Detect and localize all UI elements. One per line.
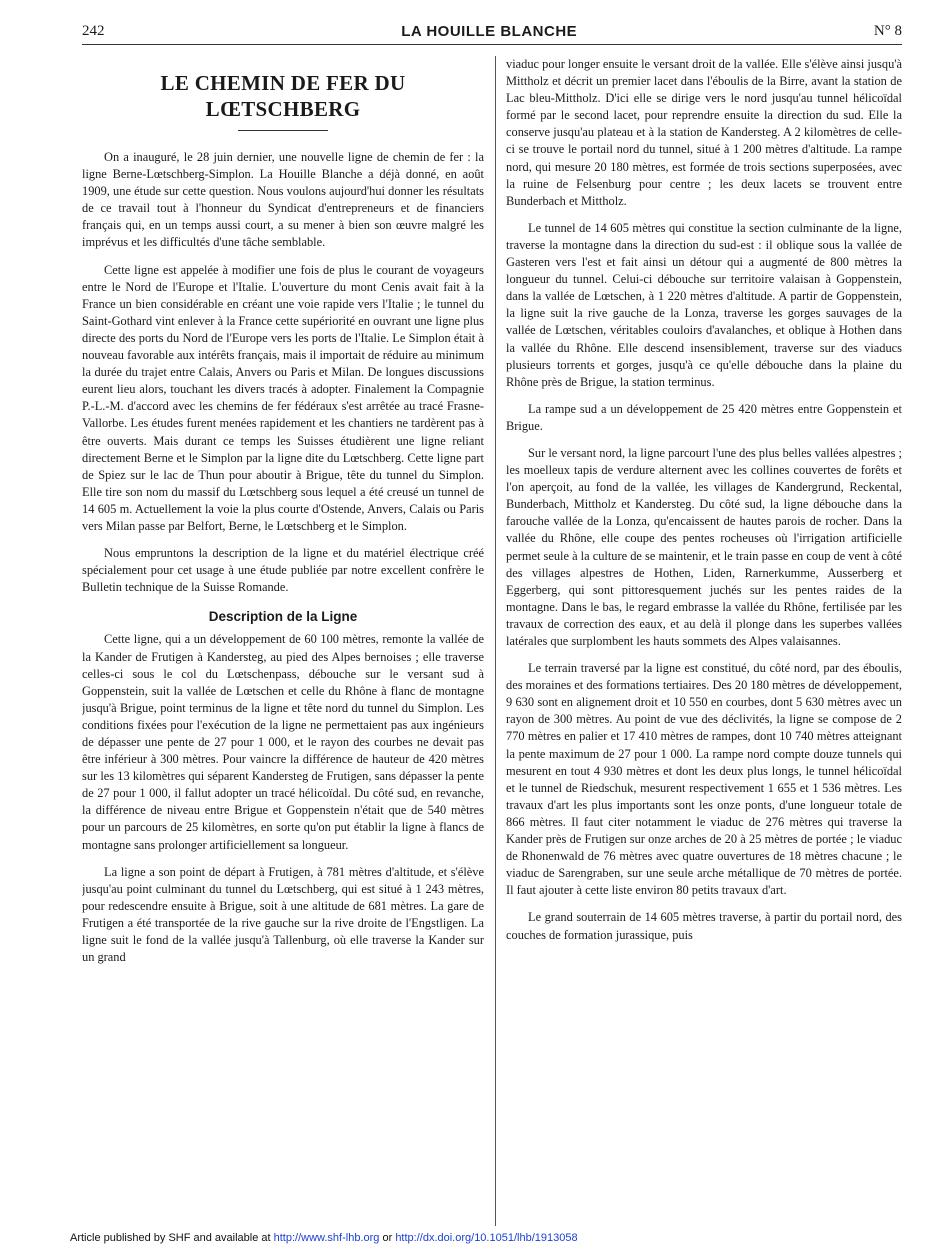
- journal-title: LA HOUILLE BLANCHE: [401, 23, 578, 40]
- header-rule: [82, 44, 902, 45]
- paragraph: Le grand souterrain de 14 605 mètres traverse, à partir du portail nord, des couches de formation jurassique, puis: [506, 910, 902, 942]
- page-header: [82, 14, 902, 40]
- page-footer: [70, 1232, 910, 1244]
- paragraph: La ligne a son point de départ à Frutigen, à 781 mètres d'altitude, et s'élève jusqu'au point culminant du tunnel du Lœtschberg, qui est situé à 1 243 mètres, pour redescendre ensuite à Brigue, soit à une altitude de 681 mètres. La gare de Frutigen a été transportée de la rive gauche sur la rive droite de l'Engstligen. La ligne suit le fond de la vallée jusqu'à Tallenburg, où elle traverse la Kander sur un grand: [82, 864, 484, 965]
- doi-link[interactable]: http://dx.doi.org/10.1051/lhb/1913058: [395, 1232, 578, 1244]
- paragraph: viaduc pour longer ensuite le versant droit de la vallée. Elle s'élève ainsi jusqu'à Mittholz et décrit un premier lacet dans l'éboulis de la Birre, avant la station de Lac bleu-Mittholz. D'ici elle se dirige vers le nord jusqu'au tunnel hélicoïdal formé par le second lacet, pour reprendre ensuite la direction du sud. Elle la conserve jusqu'au plateau et à la station de Kandersteg. A 2 kilomètres de celle-ci se trouve le portail nord du tunnel, situé à 1 200 mètres d'altitude. La rampe nord, qui mesure 20 180 mètres, est formée de trois sections superposées, avec la ruine de Felsenburg pour centre ; les deux lacets se trouvent entre Bunderbach et Mittholz.: [506, 57, 902, 208]
- title-rule: [238, 130, 328, 131]
- left-column: [82, 56, 484, 1226]
- section-heading: Description de la Ligne: [208, 609, 358, 625]
- paragraph: On a inauguré, le 28 juin dernier, une nouvelle ligne de chemin de fer : la ligne Berne-Lœtschberg-Simplon. La Houille Blanche a déjà donné, en août 1909, une étude sur cette question. Nous voulons aujourd'hui donner les résultats de ce travail tout à l'honneur du Syndicat d'entrepreneurs et de financiers français qui, en un temps aussi court, a su mener à bien son œuvre malgré les imprévus et les difficultés d'une tâche semblable.: [82, 150, 484, 250]
- paragraph: Cette ligne est appelée à modifier une fois de plus le courant de voyageurs entre le Nord de l'Europe et l'Italie. L'ouverture du mont Cenis avait fait à la France un bien considérable en créant une voie rapide vers l'Italie ; le tunnel du Saint-Gothard vint enlever à la France cette supériorité en ouvrant une ligne plus directe des ports du Nord de l'Europe vers les ports de l'Italie. Le Simplon était à nouveau favorable aux intérêts français, mais il importait de réduire au minimum la durée du trajet entre Calais, Anvers ou Paris et Milan. De longues discussions eurent lieu alors, touchant les divers tracés à adopter. Finalement la Compagnie P.-L.-M. d'accord avec les chemins de fer fédéraux s'est arrêtée au tracé Frasne-Vallorbe. Les études furent menées rapidement et les chantiers ne tardèrent pas à être ouverts. Mais durant ce temps les Suisses étudièrent une ligne reliant directement Berne et le Simplon par la ligne dite du Lœtschberg. Cette ligne part de Spiez sur le lac de Thun pour aboutir à Brigue, tête du tunnel du Simplon. Elle tire son nom du massif du Lœtschberg sous lequel a été creusé un tunnel de 14 605 m. Actuellement la voie la plus courte d'Ostende, Anvers, Calais ou Paris vers Milan passe par Belfort, Berne, le Lœtschberg et le Simplon.: [82, 262, 484, 533]
- column-divider: [495, 56, 496, 1226]
- paragraph: Nous empruntons la description de la ligne et du matériel électrique créé spécialement pour cet usage à une étude publiée par notre excellent confrère le Bulletin technique de la Suisse Romande.: [82, 546, 484, 595]
- shf-link[interactable]: http://www.shf-lhb.org: [273, 1232, 380, 1244]
- right-column: [506, 56, 902, 1226]
- paragraph: Le terrain traversé par la ligne est constitué, du côté nord, par des éboulis, des moraines et des formations tertiaires. Des 20 180 mètres de développement, 9 630 sont en alignement droit et 10 550 en courbes, dont 5 630 mètres avec un rayon de 300 mètres. Au point de vue des déclivités, la ligne se compose de 2 770 mètres en palier et 17 410 mètres de rampes, dont 10 740 mètres atteignant la pente maximum de 27 pour 1 000. La rampe nord compte douze tunnels qui mesurent en tout 4 930 mètres et dont les deux plus longs, le tunnel hélicoïdal et le tunnel de Riedschuk, mesurent respectivement 1 655 et 1 536 mètres. Les travaux d'art les plus importants sont les onze ponts, d'une longueur totale de 866 mètres. Il faut citer notamment le viaduc de 276 mètres qui traverse la Kander près de Frutigen sur onze arches de 20 à 25 mètres de portée ; le viaduc de Rhonenwald de 76 mètres avec quatre ouvertures de 18 mètres chacune ; le viaduc de Sarengraben, sur une seule arche métallique de 70 mètres de portée. Il faut ajouter à cette liste environ 80 petits travaux d'art.: [506, 661, 902, 898]
- issue-number: N° 8: [873, 23, 902, 39]
- paragraph: Le tunnel de 14 605 mètres qui constitue la section culminante de la ligne, traverse la montagne dans la direction du sud-est : il oblique sous la vallée de Gasteren vers l'est et fait ainsi un détour qui a augmenté de 800 mètres la longueur du tunnel. Celui-ci débouche sur territoire valaisan à Goppenstein, dans la vallée de Lœtschen, à 1 220 mètres d'altitude. A partir de Goppenstein, la ligne suit la rive gauche de la Lonza, traverse les gorges sauvages de la vallée de Lœtschen, véritables couloirs d'avalanches, et oblique à Hothen dans la vallée du Rhône. Elle descend insensiblement, traverse sur des viaducs plusieurs torrents et gorges, jusqu'à ce qu'elle débouche dans la plaine du Rhône près de Brigue, la station terminus.: [506, 220, 902, 389]
- paragraph: Cette ligne, qui a un développement de 60 100 mètres, remonte la vallée de la Kander de Frutigen à Kandersteg, au pied des Alpes bernoises ; elle traverse celles-ci sous le col du Lœtschenpass, débouche sur le versant sud à Goppenstein, suit la vallée de Lœtschen et celle du Rhône à flanc de montagne jusqu'à Brigue, point terminus de la ligne et tête nord du tunnel du Simplon. Les conditions fixées pour l'exécution de la ligne ne permettaient pas aux ingénieurs de dépasser une pente de 27 pour 1 000, et le rayon des courbes ne devait pas être inférieur à 300 mètres. Pour vaincre la différence de hauteur de 420 mètres sur les 13 kilomètres qui séparent Kandersteg de Frutigen, sans dépasser la pente de 27 pour 1 000, il fallut adopter un tracé hélicoïdal. Du côté sud, en revanche, la différence de niveau entre Brigue et Goppenstein n'était que de 540 mètres pour un parcours de 25 kilomètres, en sorte qu'on put établir la ligne à flancs de montagne sans prolonger artificiellement sa longueur.: [82, 632, 484, 852]
- paragraph: La rampe sud a un développement de 25 420 mètres entre Goppenstein et Brigue.: [506, 401, 902, 433]
- footer-or: or: [379, 1232, 396, 1244]
- footer-text: Article published by SHF and available at: [70, 1232, 274, 1244]
- article-title: LE CHEMIN DE FER DU LŒTSCHBERG: [160, 71, 406, 121]
- paragraph: Sur le versant nord, la ligne parcourt l'une des plus belles vallées alpestres ; les moelleux tapis de verdure alternent avec les collines couvertes de forêts et l'on aperçoit, au fond de la vallée, les villages de Kandergrund, Reckental, Bunderbach, Mittholz et Kandersteg. Du côté sud, la ligne débouche dans la farouche vallée de la Lonza, qu'encaissent de hautes parois de rocher. Dans la vallée du Rhône, elle coupe des pentes rocheuses où l'irrigation artificielle permet seule à la culture de se maintenir, et le train passe en coup de vent à côté des villages alpestres de Hothen, Liden, Rarnerkumme, Ausserberg et Eggerberg, qui sont pittoresquement juchés sur les pentes raides de la montagne. Dans le bas, le regard embrasse la vallée du Rhône, fertilisée par les travaux de correction des eaux, et au delà il plonge dans les superbes vallées latérales que surplombent les hauts sommets des Alpes valaisannes.: [506, 445, 902, 648]
- page-number: 242: [82, 23, 105, 39]
